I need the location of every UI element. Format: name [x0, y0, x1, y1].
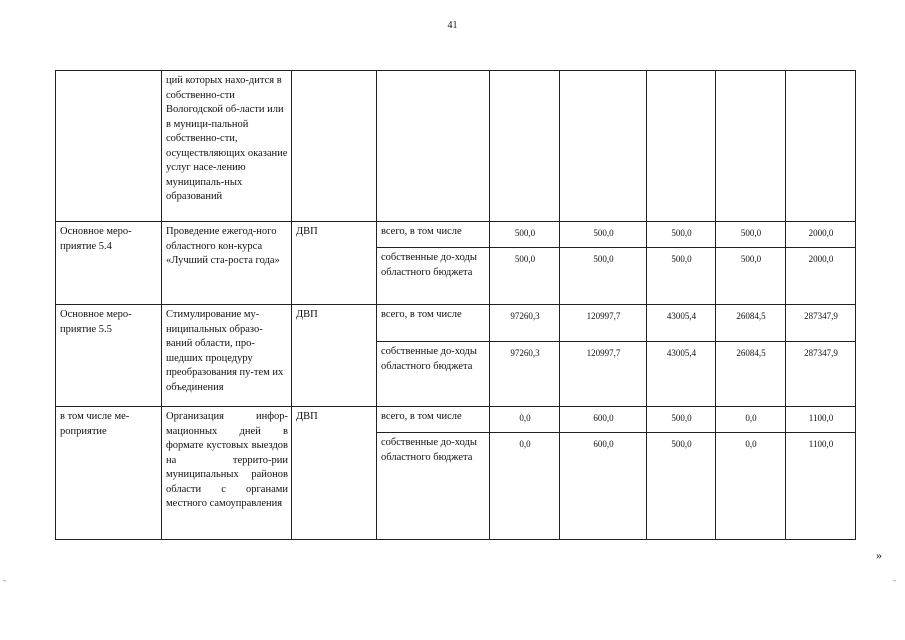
value-cell: 0,0: [716, 407, 786, 433]
value-cell: 26084,5: [716, 342, 786, 407]
value-cell: [786, 71, 856, 222]
funding-source-cell: всего, в том числе: [377, 222, 490, 248]
value-cell: 97260,3: [490, 342, 560, 407]
event-name-cell: [56, 71, 162, 222]
closing-quote: »: [876, 548, 882, 562]
value-cell: [716, 71, 786, 222]
value-cell: 500,0: [490, 222, 560, 248]
value-cell: 287347,9: [786, 305, 856, 342]
table-row: [56, 407, 856, 433]
executor-cell: ДВП: [292, 222, 377, 305]
event-name-cell: Основное меро-приятие 5.5: [56, 305, 162, 407]
value-cell: 500,0: [560, 248, 647, 305]
event-description-cell: Организация инфор-мационных дней в формате кустовых выездов на террито-рии муниципальных районов области с органами местного самоуправления: [162, 407, 292, 540]
value-cell: 0,0: [716, 433, 786, 540]
scan-edge-mark-right: -: [893, 575, 896, 585]
funding-source-cell: всего, в том числе: [377, 407, 490, 433]
value-cell: [560, 71, 647, 222]
value-cell: 600,0: [560, 407, 647, 433]
funding-source-cell: собственные до-ходы областного бюджета: [377, 248, 490, 305]
value-cell: 43005,4: [647, 305, 716, 342]
table-row: [56, 222, 856, 248]
funding-source-cell: собственные до-ходы областного бюджета: [377, 433, 490, 540]
value-cell: 500,0: [716, 248, 786, 305]
value-cell: 500,0: [647, 248, 716, 305]
value-cell: 2000,0: [786, 248, 856, 305]
event-name-cell: в том числе ме-роприятие: [56, 407, 162, 540]
value-cell: 500,0: [647, 222, 716, 248]
value-cell: [647, 71, 716, 222]
value-cell: 2000,0: [786, 222, 856, 248]
value-cell: 500,0: [716, 222, 786, 248]
scan-edge-mark-left: -: [3, 575, 6, 585]
value-cell: 500,0: [490, 248, 560, 305]
value-cell: 97260,3: [490, 305, 560, 342]
value-cell: 500,0: [560, 222, 647, 248]
value-cell: 0,0: [490, 407, 560, 433]
event-description-cell: Проведение ежегод-ного областного кон-курса «Лучший ста-роста года»: [162, 222, 292, 305]
value-cell: 1100,0: [786, 407, 856, 433]
funding-source-cell: собственные до-ходы областного бюджета: [377, 342, 490, 407]
funding-source-cell: всего, в том числе: [377, 305, 490, 342]
page-number: 41: [447, 20, 458, 31]
executor-cell: [292, 71, 377, 222]
executor-cell: ДВП: [292, 407, 377, 540]
value-cell: 1100,0: [786, 433, 856, 540]
value-cell: 287347,9: [786, 342, 856, 407]
value-cell: [490, 71, 560, 222]
funding-source-cell: [377, 71, 490, 222]
value-cell: 120997,7: [560, 342, 647, 407]
value-cell: 43005,4: [647, 342, 716, 407]
value-cell: 0,0: [490, 433, 560, 540]
value-cell: 26084,5: [716, 305, 786, 342]
event-name-cell: Основное меро-приятие 5.4: [56, 222, 162, 305]
value-cell: 500,0: [647, 407, 716, 433]
value-cell: 120997,7: [560, 305, 647, 342]
executor-cell: ДВП: [292, 305, 377, 407]
table-row: [56, 71, 856, 222]
budget-table: [55, 70, 856, 540]
event-description-cell: ций которых нахо-дится в собственно-сти Вологодской об-ласти или в муници-пальной собственно-сти, осуществляющих оказание услуг насе-лению муниципаль-ных образований: [162, 71, 292, 222]
value-cell: 500,0: [647, 433, 716, 540]
value-cell: 600,0: [560, 433, 647, 540]
table-row: [56, 305, 856, 342]
event-description-cell: Стимулирование му-ниципальных образо-ваний области, про-шедших процедуру преобразования пу-тем их объединения: [162, 305, 292, 407]
